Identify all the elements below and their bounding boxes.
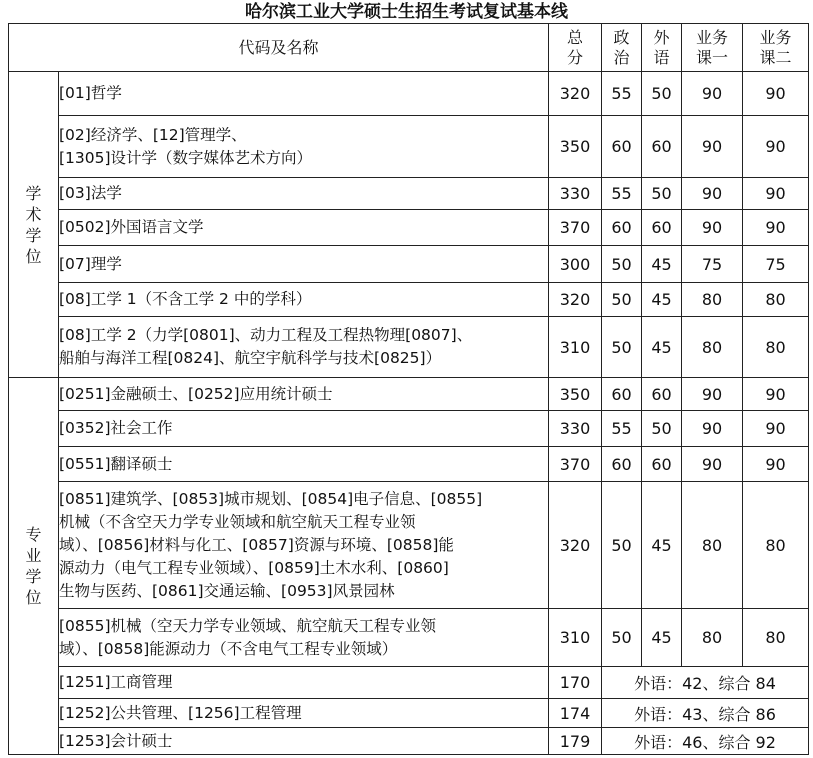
header-politics [602, 24, 642, 72]
table-row [9, 667, 809, 699]
score-foreign: 45 [642, 246, 682, 283]
table-row [9, 317, 809, 378]
score-politics: 50 [602, 246, 642, 283]
header-politics-label: 政治 [613, 27, 630, 67]
score-foreign: 45 [642, 317, 682, 378]
score-total: 330 [549, 411, 602, 447]
table-row [9, 210, 809, 246]
score-total: 320 [549, 72, 602, 116]
score-politics: 55 [602, 178, 642, 210]
score-total: 170 [549, 667, 602, 699]
header-foreign-label: 外语 [653, 27, 670, 67]
header-course2-label: 业务课二 [759, 27, 792, 67]
program-name: [0352]社会工作 [59, 411, 549, 447]
score-course2: 90 [743, 447, 809, 482]
table-row [9, 178, 809, 210]
table-row [9, 447, 809, 482]
score-course2: 80 [743, 283, 809, 317]
table-row [9, 283, 809, 317]
score-course1: 90 [682, 72, 743, 116]
header-course2 [743, 24, 809, 72]
table-row [9, 378, 809, 411]
score-total: 350 [549, 116, 602, 178]
program-name: [1253]会计硕士 [59, 728, 549, 755]
score-total: 310 [549, 609, 602, 667]
score-course1: 80 [682, 609, 743, 667]
score-total: 350 [549, 378, 602, 411]
table-row [9, 72, 809, 116]
score-politics: 50 [602, 283, 642, 317]
score-total: 320 [549, 283, 602, 317]
score-total: 300 [549, 246, 602, 283]
score-politics: 60 [602, 210, 642, 246]
score-total: 370 [549, 210, 602, 246]
program-name: [1251]工商管理 [59, 667, 549, 699]
category-label: 学术学位 [25, 183, 42, 266]
score-course1: 80 [682, 283, 743, 317]
score-course2: 90 [743, 210, 809, 246]
score-foreign: 45 [642, 609, 682, 667]
score-course2: 90 [743, 116, 809, 178]
table-body [9, 72, 809, 755]
score-foreign: 60 [642, 378, 682, 411]
score-course2: 80 [743, 482, 809, 609]
score-course1: 90 [682, 116, 743, 178]
program-name: [07]理学 [59, 246, 549, 283]
score-course1: 90 [682, 178, 743, 210]
score-course1: 90 [682, 411, 743, 447]
table-row [9, 411, 809, 447]
score-total: 174 [549, 699, 602, 728]
program-name: [08]工学 2（力学[0801]、动力工程及工程热物理[0807]、 船舶与海洋工程[0824]、航空宇航科学与技术[0825]） [59, 317, 549, 378]
program-name: [0551]翻译硕士 [59, 447, 549, 482]
score-course2: 90 [743, 178, 809, 210]
program-name: [0502]外国语言文学 [59, 210, 549, 246]
program-name: [08]工学 1（不含工学 2 中的学科） [59, 283, 549, 317]
table-row [9, 246, 809, 283]
score-foreign: 60 [642, 210, 682, 246]
program-name: [01]哲学 [59, 72, 549, 116]
program-name: [02]经济学、[12]管理学、 [1305]设计学（数字媒体艺术方向） [59, 116, 549, 178]
score-course1: 90 [682, 378, 743, 411]
score-table [8, 23, 809, 755]
score-total: 179 [549, 728, 602, 755]
score-foreign: 45 [642, 482, 682, 609]
category-cell [9, 72, 59, 378]
page-title: 哈尔滨工业大学硕士生招生考试复试基本线 [245, 2, 568, 22]
program-name: [0251]金融硕士、[0252]应用统计硕士 [59, 378, 549, 411]
score-course1: 80 [682, 482, 743, 609]
score-note: 外语：42、综合 84 [602, 667, 809, 699]
table-row [9, 116, 809, 178]
score-foreign: 50 [642, 72, 682, 116]
score-politics: 50 [602, 609, 642, 667]
category-cell [9, 378, 59, 755]
score-course2: 75 [743, 246, 809, 283]
score-total: 370 [549, 447, 602, 482]
score-politics: 60 [602, 116, 642, 178]
program-name: [03]法学 [59, 178, 549, 210]
score-foreign: 45 [642, 283, 682, 317]
score-note: 外语：46、综合 92 [602, 728, 809, 755]
header-course1-label: 业务课一 [696, 27, 729, 67]
score-foreign: 50 [642, 178, 682, 210]
score-total: 320 [549, 482, 602, 609]
score-course2: 90 [743, 411, 809, 447]
score-politics: 50 [602, 482, 642, 609]
table-row [9, 482, 809, 609]
score-course1: 90 [682, 210, 743, 246]
score-politics: 50 [602, 317, 642, 378]
program-name: [0851]建筑学、[0853]城市规划、[0854]电子信息、[0855] 机械（不含空天力学专业领域和航空航天工程专业领 域）、[0856]材料与化工、[0857]资源与环境、[0858]能 源动力（电气工程专业领域）、[0859]土木水利、[0860] 生物与医药、[0861]交通运输、[0953]风景园林 [59, 482, 549, 609]
score-course2: 90 [743, 72, 809, 116]
header-code-name: 代码及名称 [9, 24, 549, 72]
score-course2: 80 [743, 317, 809, 378]
header-total-label: 总分 [567, 27, 584, 67]
score-politics: 55 [602, 411, 642, 447]
score-foreign: 50 [642, 411, 682, 447]
table-row [9, 609, 809, 667]
score-course1: 80 [682, 317, 743, 378]
header-foreign [642, 24, 682, 72]
header-course1 [682, 24, 743, 72]
score-foreign: 60 [642, 447, 682, 482]
score-total: 310 [549, 317, 602, 378]
score-foreign: 60 [642, 116, 682, 178]
score-total: 330 [549, 178, 602, 210]
score-course2: 80 [743, 609, 809, 667]
score-politics: 55 [602, 72, 642, 116]
header-row [9, 24, 809, 72]
score-course1: 75 [682, 246, 743, 283]
table-row [9, 728, 809, 755]
score-note: 外语：43、综合 86 [602, 699, 809, 728]
score-course2: 90 [743, 378, 809, 411]
score-politics: 60 [602, 447, 642, 482]
table-row [9, 699, 809, 728]
program-name: [1252]公共管理、[1256]工程管理 [59, 699, 549, 728]
program-name: [0855]机械（空天力学专业领域、航空航天工程专业领 域）、[0858]能源动力（不含电气工程专业领域） [59, 609, 549, 667]
score-politics: 60 [602, 378, 642, 411]
category-label: 专业学位 [25, 525, 42, 607]
score-course1: 90 [682, 447, 743, 482]
header-total [549, 24, 602, 72]
